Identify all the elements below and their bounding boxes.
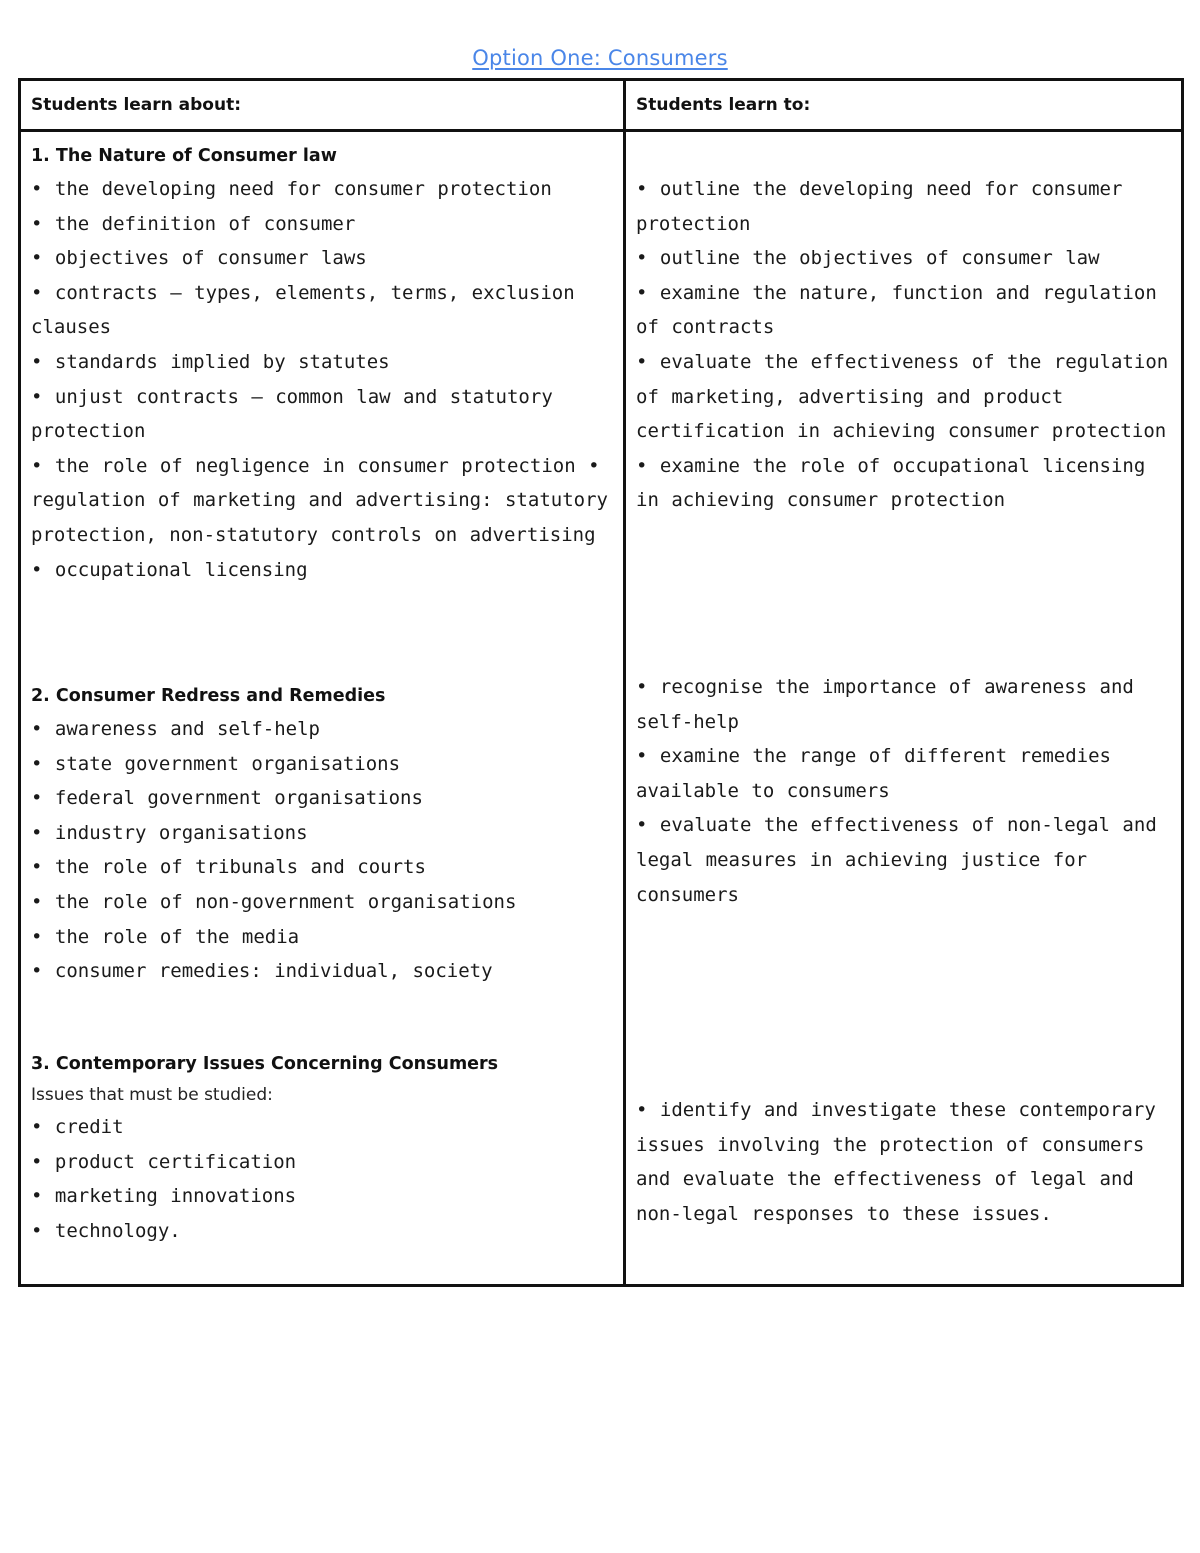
list-item: • unjust contracts – common law and statutory protection — [31, 385, 553, 443]
about-list — [31, 172, 617, 587]
list-item: • the role of the media — [31, 925, 300, 948]
list-item: • occupational licensing — [31, 558, 308, 581]
list-item: • evaluate the effectiveness of the regulation of marketing, advertising and product certification in achieving consumer protection — [636, 350, 1169, 443]
learn-to-list — [636, 1093, 1175, 1231]
list-item: • the role of negligence in consumer protection • regulation of marketing and advertising: statutory protection, non-statutory controls on advertising — [31, 454, 608, 546]
learn-about-column — [20, 131, 625, 1286]
list-item: • state government organisations — [31, 752, 401, 775]
section-note: Issues that must be studied: — [31, 1085, 273, 1105]
table-header-row — [20, 80, 1183, 131]
list-item: • examine the role of occupational licensing in achieving consumer protection — [636, 454, 1146, 512]
list-item: • credit — [31, 1116, 124, 1138]
section-3-about — [31, 1048, 617, 1248]
list-item: • outline the objectives of consumer law — [636, 247, 1100, 270]
section-1-about — [31, 140, 617, 587]
learn-to-list — [636, 172, 1175, 518]
list-item: • technology. — [31, 1219, 181, 1242]
list-item: • recognise the importance of awareness and self-help — [636, 676, 1134, 733]
learn-to-list — [636, 670, 1175, 912]
list-item: • the role of tribunals and courts — [31, 856, 426, 879]
list-item: • examine the nature, function and regulation of contracts — [636, 281, 1157, 339]
list-item: • identify and investigate these contemporary issues involving the protection of consumers and evaluate the effectiveness of legal and non-legal responses to these issues. — [636, 1099, 1156, 1225]
header-students-learn-about: Students learn about: — [20, 80, 625, 131]
list-item: • the definition of consumer — [31, 212, 356, 235]
about-list — [31, 1110, 617, 1248]
list-item: • industry organisations — [31, 821, 308, 844]
list-item: • evaluate the effectiveness of non-legal and legal measures in achieving justice for consumers — [636, 814, 1157, 906]
header-students-learn-to: Students learn to: — [625, 80, 1183, 131]
section-2-learn-to — [636, 670, 1175, 912]
list-item: • awareness and self-help — [31, 718, 320, 740]
syllabus-table — [18, 78, 1184, 1287]
list-item: • examine the range of different remedies available to consumers — [636, 745, 1111, 802]
list-item: • the developing need for consumer protection — [31, 178, 552, 200]
list-item: • the role of non-government organisations — [31, 890, 517, 913]
document-title: Option One: Consumers — [472, 46, 728, 70]
list-item: • marketing innovations — [31, 1185, 297, 1208]
list-item: • standards implied by statutes — [31, 350, 390, 373]
section-1-learn-to — [636, 172, 1175, 518]
section-title: 2. Consumer Redress and Remedies — [31, 686, 386, 706]
section-title: 3. Contemporary Issues Concerning Consumers — [31, 1054, 499, 1074]
list-item: • federal government organisations — [31, 787, 423, 810]
section-2-about — [31, 680, 617, 989]
list-item: • objectives of consumer laws — [31, 247, 367, 270]
about-list — [31, 712, 617, 989]
list-item: • consumer remedies: individual, society — [31, 960, 493, 983]
section-title: 1. The Nature of Consumer law — [31, 146, 337, 166]
table-body-row — [20, 131, 1183, 1286]
list-item: • outline the developing need for consumer protection — [636, 178, 1123, 235]
learn-to-column — [625, 131, 1183, 1286]
section-3-learn-to — [636, 1093, 1175, 1231]
list-item: • contracts – types, elements, terms, exclusion clauses — [31, 281, 575, 339]
list-item: • product certification — [31, 1150, 297, 1173]
